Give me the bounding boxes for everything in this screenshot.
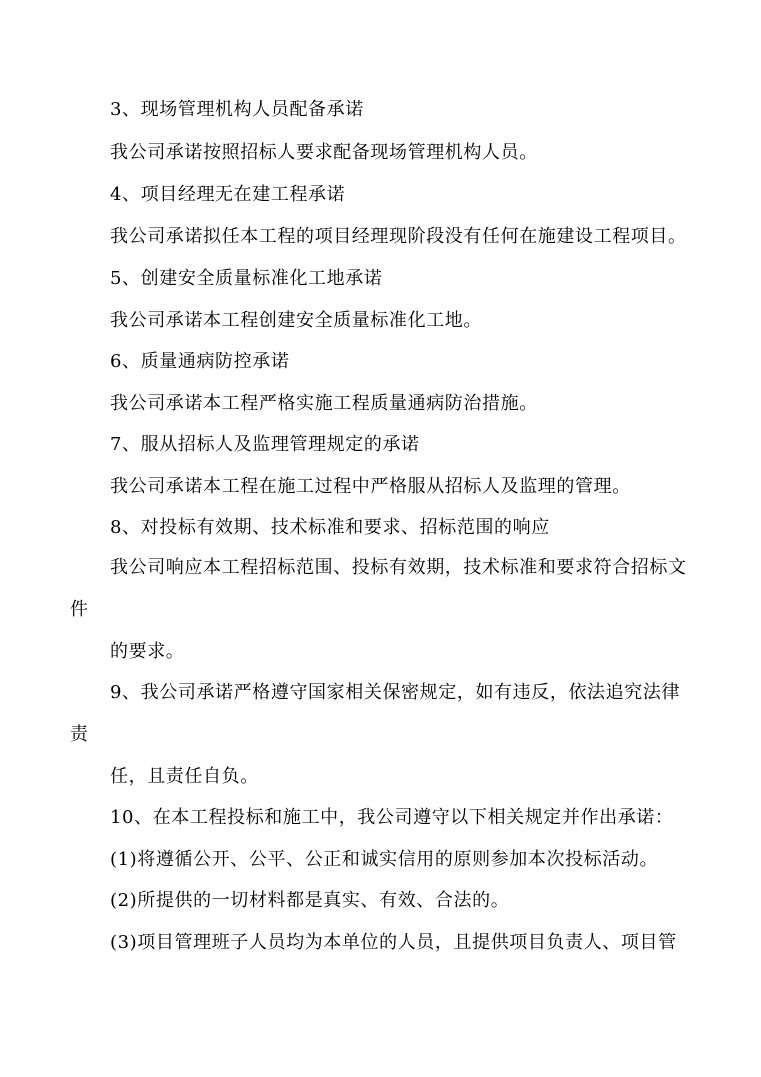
list-item-10-2: (2)所提供的一切材料都是真实、有效、合法的。 [110, 890, 510, 911]
paragraph-item-8-line-2: 件 [70, 599, 89, 620]
list-item-10-1: (1)将遵循公开、公平、公正和诚实信用的原则参加本次投标活动。 [110, 849, 659, 870]
paragraph-item-9-line-2: 责 [70, 724, 89, 745]
heading-item-8: 8、对投标有效期、技术标准和要求、招标范围的响应 [110, 517, 550, 538]
paragraph-item-7: 我公司承诺本工程在施工过程中严格服从招标人及监理的管理。 [110, 476, 631, 497]
paragraph-item-4: 我公司承诺拟任本工程的项目经理现阶段没有任何在施建设工程项目。 [110, 226, 687, 247]
heading-item-7: 7、服从招标人及监理管理规定的承诺 [110, 434, 420, 455]
heading-item-3: 3、现场管理机构人员配备承诺 [110, 99, 364, 120]
heading-item-4: 4、项目经理无在建工程承诺 [110, 184, 346, 205]
paragraph-item-9-line-3: 任，且责任自负。 [110, 766, 259, 787]
list-item-10-3: (3)项目管理班子人员均为本单位的人员，且提供项目负责人、项目管 [110, 932, 677, 953]
paragraph-item-3: 我公司承诺按照招标人要求配备现场管理机构人员。 [110, 142, 538, 163]
paragraph-item-9-line-1: 9、我公司承诺严格遵守国家相关保密规定，如有违反，依法追究法律 [110, 682, 681, 703]
paragraph-item-8-line-1: 我公司响应本工程招标范围、投标有效期，技术标准和要求符合招标文 [110, 557, 687, 578]
heading-item-5: 5、创建安全质量标准化工地承诺 [110, 268, 383, 289]
paragraph-item-6: 我公司承诺本工程严格实施工程质量通病防治措施。 [110, 393, 538, 414]
paragraph-item-5: 我公司承诺本工程创建安全质量标准化工地。 [110, 310, 482, 331]
paragraph-item-8-line-3: 的要求。 [110, 641, 185, 662]
heading-item-6: 6、质量通病防控承诺 [110, 351, 290, 372]
heading-item-10: 10、在本工程投标和施工中，我公司遵守以下相关规定并作出承诺： [110, 807, 674, 828]
